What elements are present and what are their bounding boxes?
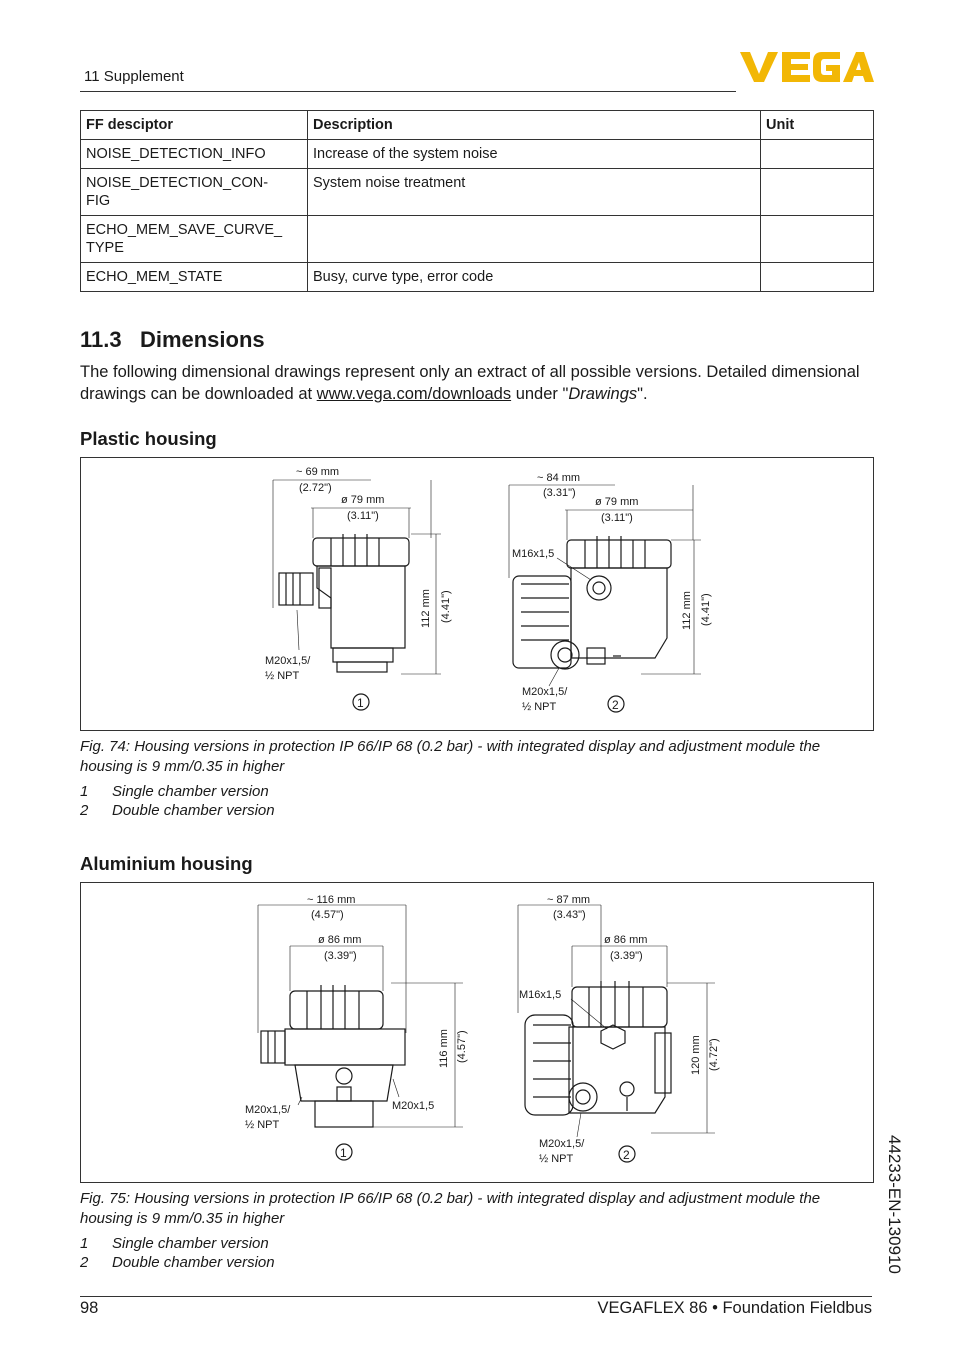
figure-legend-74 [80,782,275,820]
aluminium-housing-drawing [81,883,873,1182]
section-header: 11 Supplement [84,68,184,85]
thread-label: ½ NPT [245,1119,280,1131]
cell-description: System noise treatment [308,169,761,216]
thread-label: M20x1,5/ [245,1104,291,1116]
table-row [81,263,874,292]
downloads-link[interactable]: www.vega.com/downloads [316,385,512,403]
table-row [81,216,874,263]
table-row [81,140,874,169]
cell-unit [761,216,874,263]
dim-label: 116 mm [438,1029,450,1068]
dim-label: (3.31") [543,487,576,499]
cell-unit [761,140,874,169]
dim-label: ø 79 mm [341,494,385,506]
cell-descriptor: ECHO_MEM_SAVE_CURVE_ TYPE [81,216,308,263]
aluminium-housing-heading: Aluminium housing [80,853,253,874]
legend-item: 2 Double chamber version [80,802,275,819]
legend-item: 1 Single chamber version [80,783,269,800]
dim-label: (3.43") [553,909,586,921]
table-row [81,169,874,216]
header-rule [80,91,736,92]
dim-label: ø 86 mm [318,934,362,946]
column-header-description: Description [308,111,761,140]
footer-rule [80,1296,872,1297]
version-marker-2: 2 [612,698,619,712]
figure-caption-74: Fig. 74: Housing versions in protection IP 66/IP 68 (0.2 bar) - with integrated display and adjustment module the housing is 9 mm/0.35 in higher [80,738,821,775]
table-header-row [81,111,874,140]
cell-description [308,216,761,263]
thread-label: M20x1,5/ [265,655,311,667]
dim-label: ø 79 mm [595,496,639,508]
cell-descriptor: ECHO_MEM_STATE [81,263,308,292]
dim-label: ~ 84 mm [537,472,581,484]
cell-unit [761,169,874,216]
ff-descriptor-table [80,110,874,292]
legend-item: 1 Single chamber version [80,1235,269,1252]
cell-descriptor: NOISE_DETECTION_CON- FIG [81,169,308,216]
version-marker-1: 1 [340,1146,347,1160]
thread-label: ½ NPT [539,1153,574,1165]
dim-label: ø 86 mm [604,934,648,946]
cell-unit [761,263,874,292]
intro-text: The following dimensional drawings represent only an extract of all possible versions. Detailed dimensional drawings can be downloaded at [80,363,860,403]
dim-label: (3.39") [610,950,643,962]
plastic-housing-figure [80,457,874,731]
thread-label: M20x1,5 [392,1100,435,1112]
dim-label: (3.11") [601,512,633,524]
figure-caption-75: Fig. 75: Housing versions in protection IP 66/IP 68 (0.2 bar) - with integrated display and adjustment module the housing is 9 mm/0.35 in higher [80,1190,821,1227]
thread-label: ½ NPT [522,701,557,713]
cell-descriptor: NOISE_DETECTION_INFO [81,140,308,169]
dim-label: ~ 87 mm [547,894,591,906]
dim-label: (3.39") [324,950,357,962]
cell-description: Increase of the system noise [308,140,761,169]
section-title: 11.3 Dimensions [80,327,265,352]
thread-label: ½ NPT [265,670,300,682]
thread-label: M16x1,5 [519,989,562,1001]
dim-label: (3.11") [347,510,379,522]
dim-label: (4.72") [708,1038,720,1071]
page-number: 98 [80,1299,99,1317]
figure-legend-75 [80,1234,275,1272]
cell-description: Busy, curve type, error code [308,263,761,292]
legend-item: 2 Double chamber version [80,1254,275,1271]
version-marker-1: 1 [357,696,364,710]
dim-label: (4.57") [456,1030,468,1063]
intro-text-middle: under " [511,385,569,403]
intro-paragraph [80,361,870,405]
thread-label: M20x1,5/ [522,686,568,698]
dim-label: (4.41") [440,590,452,623]
column-header-descriptor: FF desciptor [81,111,308,140]
column-header-unit: Unit [761,111,874,140]
intro-text-end: ". [637,385,648,403]
document-code: 44233-EN-130910 [885,1135,904,1274]
plastic-housing-heading: Plastic housing [80,428,217,449]
footer-title: VEGAFLEX 86 • Foundation Fieldbus [597,1299,872,1317]
thread-label: M20x1,5/ [539,1138,585,1150]
thread-label: M16x1,5 [512,548,555,560]
dim-label: (4.41") [700,593,712,626]
aluminium-housing-figure [80,882,874,1183]
dim-label: 120 mm [690,1035,702,1075]
dim-label: ~ 116 mm [307,894,356,906]
dim-label: ~ 69 mm [296,466,340,478]
plastic-housing-drawing [81,458,873,730]
intro-drawings-term: Drawings [568,385,638,403]
dim-label: 112 mm [681,591,693,630]
dim-label: (4.57") [311,909,344,921]
dim-label: 112 mm [420,589,432,628]
vega-logo [740,50,874,84]
dim-label: (2.72") [299,482,332,494]
version-marker-2: 2 [623,1148,630,1162]
